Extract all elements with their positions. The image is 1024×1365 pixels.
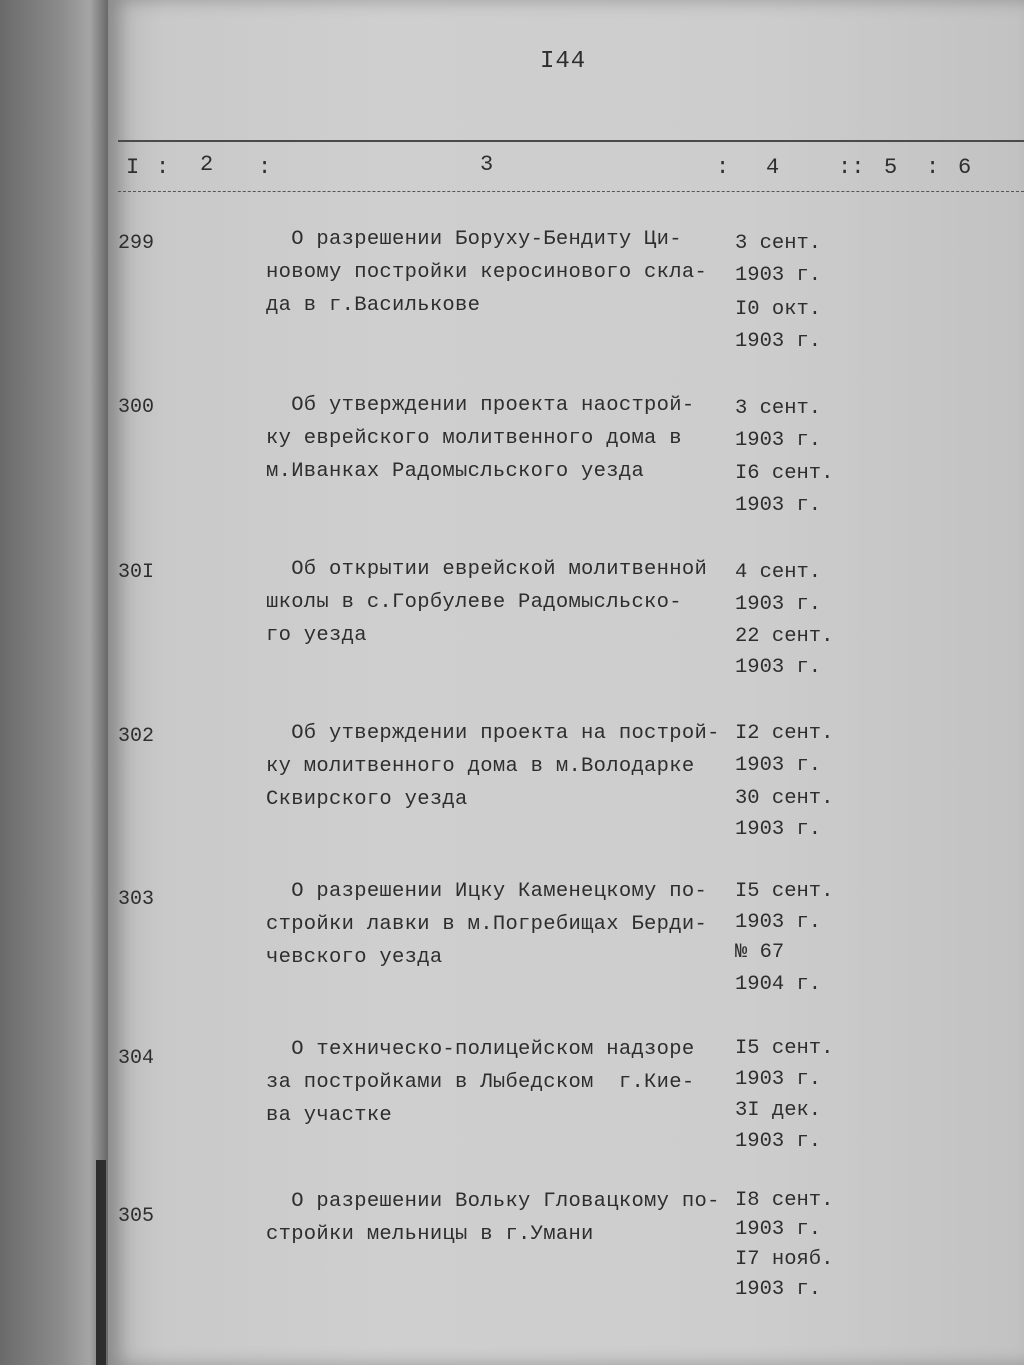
column-header-1: I — [126, 155, 140, 180]
entry-title-line: го уезда — [266, 624, 367, 647]
book-spine-shadow — [96, 1160, 106, 1365]
entry-title-line: О разрешении Вольку Гловацкому по- — [266, 1190, 720, 1213]
page-number: I44 — [540, 48, 587, 75]
table-header-bottom-rule — [118, 191, 1024, 192]
entry-end-year: 1903 г. — [735, 818, 822, 841]
entry-end-date: 30 сент. — [735, 787, 834, 810]
entry-title-line: за постройками в Лыбедском г.Кие- — [266, 1071, 695, 1094]
column-header-4: 4 — [766, 155, 780, 180]
column-separator: :: — [838, 155, 865, 180]
entry-end-year: 1903 г. — [735, 1130, 822, 1153]
entry-start-date: I5 сент. — [735, 880, 834, 903]
entry-number: 304 — [118, 1047, 155, 1070]
column-header-3: 3 — [480, 152, 494, 177]
entry-start-year: 1903 г. — [735, 429, 822, 452]
entry-start-year: 1903 г. — [735, 264, 822, 287]
entry-title-line: школы в с.Горбулеве Радомысльско- — [266, 591, 682, 614]
entry-start-year: 1903 г. — [735, 1068, 822, 1091]
entry-start-year: 1903 г. — [735, 1218, 822, 1241]
entry-title-line: да в г.Василькове — [266, 294, 481, 317]
entry-end-year: 1904 г. — [735, 973, 822, 996]
entry-title-line: новому постройки керосинового скла- — [266, 261, 708, 284]
entry-end-date: I6 сент. — [735, 462, 834, 485]
entry-number: 299 — [118, 232, 155, 255]
entry-end-date: 3I дек. — [735, 1099, 822, 1122]
entry-title-line: ва участке — [266, 1104, 393, 1127]
column-separator: : — [926, 155, 940, 180]
entry-title-line: чевского уезда — [266, 946, 443, 969]
entry-number: 300 — [118, 396, 155, 419]
entry-title-line: Сквирского уезда — [266, 788, 468, 811]
entry-title-line: Об утверждении проекта наострой- — [266, 394, 695, 417]
entry-title-line: О разрешении Ицку Каменецкому по- — [266, 880, 708, 903]
entry-end-date: 22 сент. — [735, 625, 834, 648]
entry-number: 30I — [118, 561, 155, 584]
entry-start-year: 1903 г. — [735, 911, 822, 934]
entry-end-date: I0 окт. — [735, 298, 822, 321]
entry-title-line: О разрешении Боруху-Бендиту Ци- — [266, 228, 682, 251]
entry-start-year: 1903 г. — [735, 754, 822, 777]
entry-number: 303 — [118, 888, 155, 911]
column-separator: : — [156, 155, 170, 180]
entry-start-date: 4 сент. — [735, 561, 822, 584]
entry-title-line: Об открытии еврейской молитвенной — [266, 558, 708, 581]
entry-title-line: ку еврейского молитвенного дома в — [266, 427, 682, 450]
entry-start-date: I5 сент. — [735, 1037, 834, 1060]
column-separator: : — [716, 155, 730, 180]
document-page — [108, 0, 1024, 1365]
entry-start-date: I2 сент. — [735, 722, 834, 745]
entry-start-date: 3 сент. — [735, 232, 822, 255]
entry-title-line: Об утверждении проекта на построй- — [266, 722, 720, 745]
entry-number: 305 — [118, 1205, 155, 1228]
entry-title-line: стройки лавки в м.Погребищах Берди- — [266, 913, 708, 936]
entry-document-number: № 67 — [735, 941, 785, 964]
entry-title-line: О техническо-полицейском надзоре — [266, 1038, 695, 1061]
table-header-top-rule — [118, 140, 1024, 142]
entry-title-line: м.Иванках Радомысльского уезда — [266, 460, 645, 483]
column-header-5: 5 — [884, 155, 898, 180]
entry-end-date: I7 нояб. — [735, 1248, 834, 1271]
entry-title-line: ку молитвенного дома в м.Володарке — [266, 755, 695, 778]
entry-end-year: 1903 г. — [735, 656, 822, 679]
entry-title-line: стройки мельницы в г.Умани — [266, 1223, 594, 1246]
entry-end-year: 1903 г. — [735, 1278, 822, 1301]
entry-start-date: I8 сент. — [735, 1189, 834, 1212]
entry-start-year: 1903 г. — [735, 593, 822, 616]
column-header-2: 2 — [200, 152, 214, 177]
entry-start-date: 3 сент. — [735, 397, 822, 420]
entry-end-year: 1903 г. — [735, 494, 822, 517]
entry-number: 302 — [118, 725, 155, 748]
column-header-6: 6 — [958, 155, 972, 180]
column-separator: : — [258, 155, 272, 180]
entry-end-year: 1903 г. — [735, 330, 822, 353]
